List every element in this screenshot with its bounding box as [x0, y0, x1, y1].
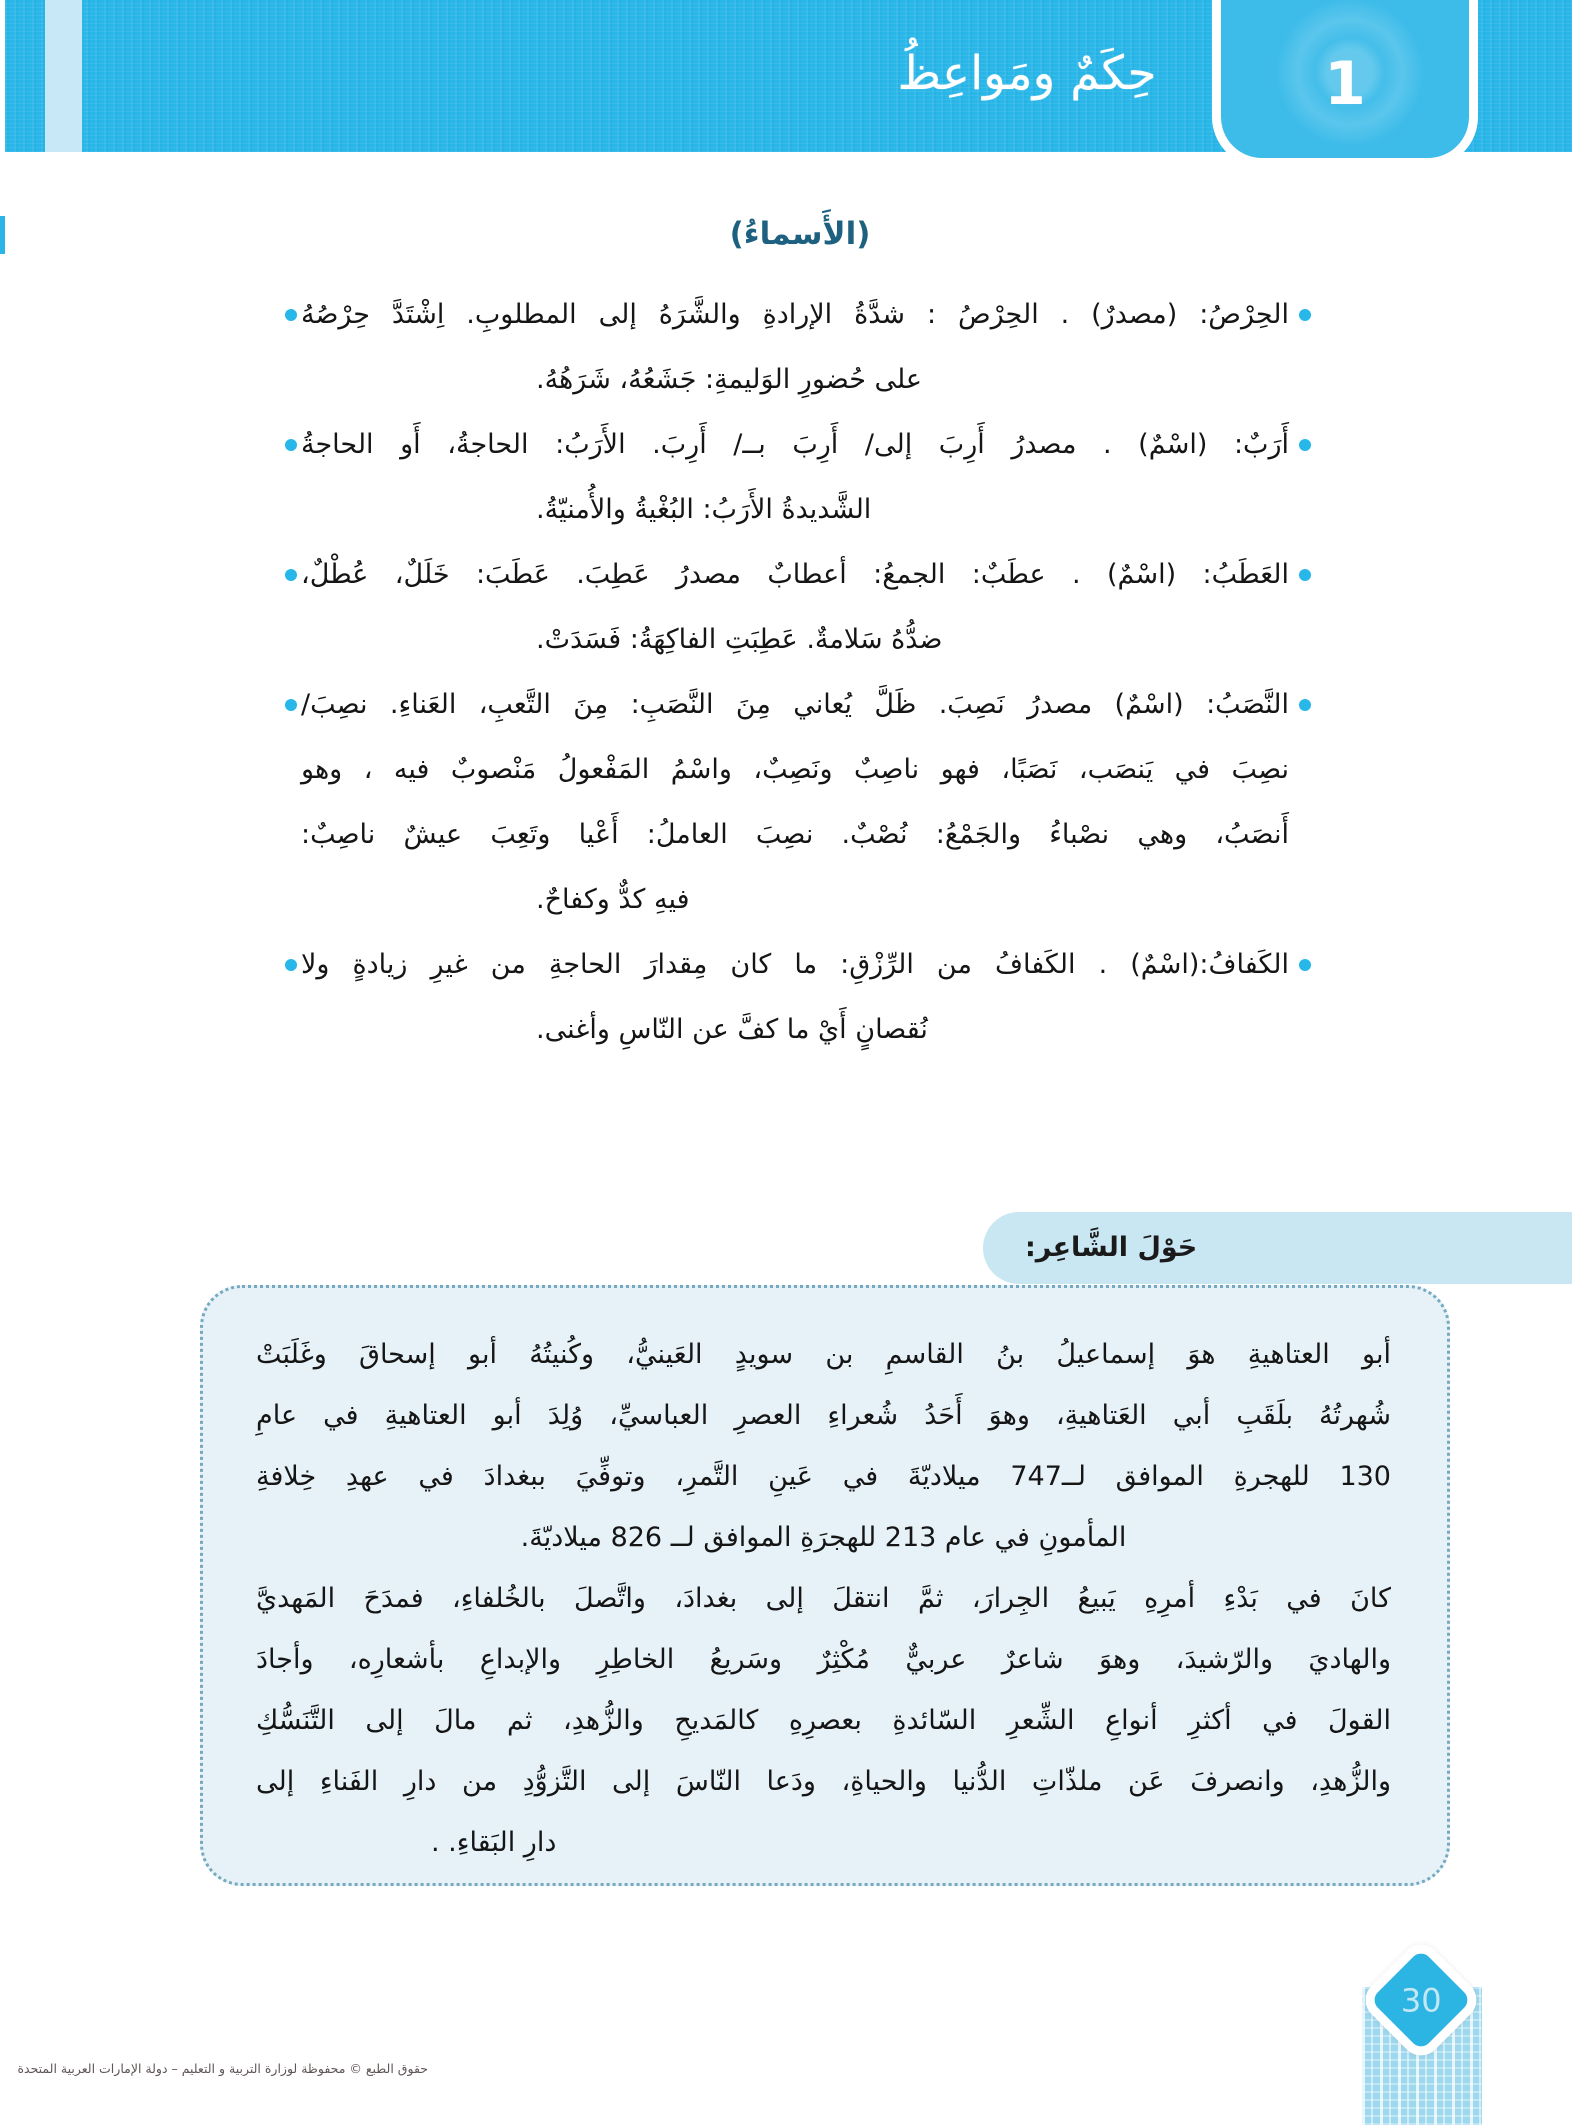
about-poet-label-pill: [983, 1212, 1572, 1284]
text-line: فيهِ كدٌّ وكفاحٌ.: [536, 884, 690, 915]
bullet-dot-icon: [285, 959, 297, 971]
bullet-dot-icon: [285, 699, 297, 711]
text-line: والهاديَ والرّشيدَ، وهوَ شاعرٌ عربيٌّ مُكْثِرٌ وسَريعُ الخاطِرِ والإبداعِ بأشعارِه، وأجادَ: [256, 1644, 1391, 1675]
text-line: نُقصانٍ أَيْ ما كفَّ عن النّاسِ وأغنى.: [536, 1014, 928, 1045]
text-line: الكَفافُ:(اسْمٌ) . الكَفافُ من الرِّزْقِ: ما كان مِقدارَ الحاجةِ من غيرِ زيادةٍ ولا: [301, 949, 1289, 980]
list-item: [285, 282, 1315, 412]
nouns-section-heading: (الأَسماءُ): [729, 216, 871, 252]
bullet-dot-icon: [1299, 309, 1311, 321]
list-item: [285, 932, 1315, 1062]
text-line: أَنصَبُ، وهي نصْباءُ والجَمْعُ: نُصْبٌ. نصِبَ العاملُ: أَعْيا وتَعِبَ عيشٌ ناصِبٌ:: [301, 819, 1289, 850]
definition-text: [301, 542, 1289, 672]
bullet-dot-icon: [1299, 699, 1311, 711]
bullet-dot-icon: [1299, 569, 1311, 581]
text-line: على حُضورِ الوَليمةِ: جَشَعُهُ، شَرَهُهُ.: [536, 364, 923, 395]
banner-stripe: [45, 0, 82, 152]
bullet-dot-icon: [1299, 959, 1311, 971]
text-line: الحِرْصُ: (مصدرٌ) . الحِرْصُ : شدَّةُ الإرادةِ والشَّرَهُ إلى المطلوبِ. اِشْتَدَّ حِرْصُهُ: [301, 299, 1289, 330]
vocabulary-list: [285, 282, 1315, 1062]
text-line: شُهرتُهُ بلَقَبِ أبي العَتاهيةِ، وهوَ أَحَدُ شُعراءِ العصرِ العباسيِّ، وُلِدَ أبو العتاهيةِ في عامِ: [256, 1400, 1391, 1431]
text-line: نصِبَ في يَنصَب، نَصَبًا، فهو ناصِبٌ ونَصِبٌ، واسْمُ المَفْعولُ مَنْصوبٌ فيه ، وهو: [301, 754, 1289, 785]
list-item: [285, 542, 1315, 672]
bullet-dot-icon: [285, 439, 297, 451]
biography-paragraph: [256, 1568, 1391, 1873]
text-line: 130 للهجرةِ الموافق لــ747 ميلاديّةَ في عَينِ التَّمرِ، وتوفِّيَ ببغدادَ في عهدِ خِلافةِ: [256, 1461, 1391, 1492]
text-line: العَطَبُ: (اسْمٌ) . عطَبٌ: الجمعُ: أعطابٌ مصدرُ عَطِبَ. عَطَبَ: خَلَلٌ، عُطْلٌ،: [301, 559, 1289, 590]
copyright-notice: حقوق الطبع © محفوظة لوزارة التربية و التعليم – دولة الإمارات العربية المتحدة: [17, 2061, 428, 2076]
text-line: أَرَبٌ: (اسْمٌ) . مصدرُ أَرِبَ إلى/ أَرِبَ بــ/ أَرِبَ. الأَرَبُ: الحاجةُ، أَو الحاجةُ: [301, 429, 1289, 460]
list-item: [285, 672, 1315, 932]
unit-title-calligraphy: حِكَمٌ ومَواعِظُ: [897, 46, 1157, 101]
definition-text: [301, 932, 1289, 1062]
text-line: دارِ البَقاءِ. .: [431, 1827, 557, 1858]
bullet-dot-icon: [1299, 439, 1311, 451]
list-item: [285, 412, 1315, 542]
text-line: القولَ في أكثرِ أنواعِ الشِّعرِ السّائدةِ بعصرِهِ كالمَديحِ والزُّهدِ، ثم مالَ إلى التَّنَسُّكِ: [256, 1705, 1391, 1736]
biography-paragraph: [256, 1324, 1391, 1568]
bullet-dot-icon: [285, 569, 297, 581]
unit-number-badge: [1212, 0, 1478, 167]
definition-text: [301, 672, 1289, 932]
text-line: المأمونِ في عام 213 للهجرَةِ الموافق لــ 826 ميلاديّةَ.: [520, 1522, 1127, 1553]
text-line: والزُّهدِ، وانصرفَ عَن ملذّاتِ الدُّنيا والحياةِ، ودَعا النّاسَ إلى التَّزوُّدِ من دارِ الفَناءِ إلى: [256, 1766, 1391, 1797]
page-edge-mark: [0, 216, 5, 254]
definition-text: [301, 282, 1289, 412]
text-line: النَّصَبُ: (اسْمٌ) مصدرُ نَصِبَ. ظَلَّ يُعاني مِنَ النَّصَبِ: مِنَ التَّعبِ، العَناءِ. نصِبَ/: [301, 689, 1289, 720]
text-line: الشَّديدةُ الأَرَبُ: البُغْيةُ والأُمنيّةُ.: [536, 494, 872, 525]
unit-number: 1: [1324, 48, 1366, 119]
page-number: 30: [1400, 1981, 1442, 2019]
text-line: أبو العتاهيةِ هوَ إسماعيلُ بنُ القاسمِ بن سويدٍ العَينيُّ، وكُنيتُهُ أبو إسحاقَ وغَلَبَتْ: [256, 1339, 1391, 1370]
text-line: كانَ في بَدْءِ أمرِهِ يَبيعُ الجِرارَ، ثمَّ انتقلَ إلى بغدادَ، واتَّصلَ بالخُلفاءِ، فمدَحَ المَهديَّ: [256, 1583, 1391, 1614]
bullet-dot-icon: [285, 309, 297, 321]
text-line: ضدُّهُ سَلامةٌ. عَطِبَتِ الفاكِهَةُ: فَسَدَتْ.: [536, 624, 943, 655]
definition-text: [301, 412, 1289, 542]
poet-biography-box: [200, 1285, 1450, 1886]
about-poet-label: حَوْلَ الشَّاعِر:: [1025, 1232, 1198, 1263]
